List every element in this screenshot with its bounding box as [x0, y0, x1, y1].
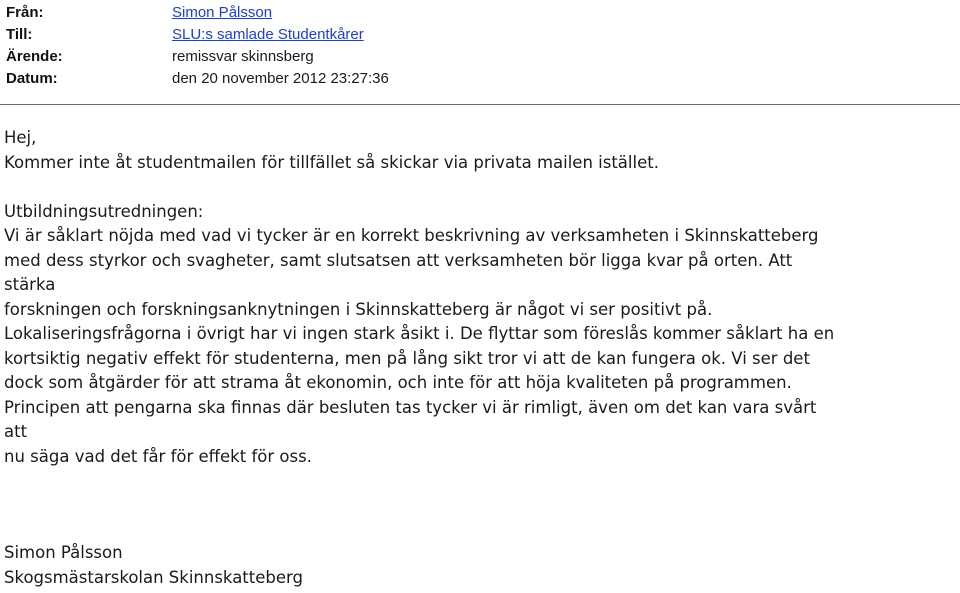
blank-line [4, 175, 958, 200]
header-divider [0, 104, 960, 105]
email-body [4, 126, 958, 469]
to-label: Till: [6, 26, 33, 43]
body-line: dock som åtgärder för att strama åt ekonomin, och inte för att höja kvaliteten på programmen. [4, 373, 792, 392]
email-header [6, 2, 389, 90]
body-line-greeting: Hej, [4, 128, 37, 147]
header-row-to [6, 24, 389, 46]
body-line: stärka [4, 275, 56, 294]
body-line: nu säga vad det får för effekt för oss. [4, 446, 312, 466]
date-value: den 20 november 2012 23:27:36 [172, 70, 389, 87]
header-row-from [6, 2, 389, 24]
from-link[interactable]: Simon Pålsson [172, 4, 273, 21]
body-line: Lokaliseringsfrågorna i övrigt har vi ingen stark åsikt i. De flyttar som föreslås kommer såklart ha en [4, 324, 835, 343]
body-line: kortsiktig negativ effekt för studenterna, men på lång sikt tror vi att de kan fungera ok. Vi ser det [4, 348, 810, 368]
header-row-date [6, 68, 389, 90]
subject-label: Ärende: [6, 48, 63, 65]
subject-value: remissvar skinnsberg [172, 48, 314, 65]
date-label: Datum: [6, 70, 58, 87]
body-line: Kommer inte åt studentmailen för tillfället så skickar via privata mailen istället. [4, 152, 659, 172]
body-line: att [4, 422, 28, 441]
body-line: Principen att pengarna ska finnas där besluten tas tycker vi är rimligt, även om det kan vara svårt [4, 397, 817, 417]
signature-name: Simon Pålsson [4, 543, 123, 562]
signature-organization: Skogsmästarskolan Skinnskatteberg [4, 567, 303, 587]
signature [4, 541, 303, 590]
body-line: med dess styrkor och svagheter, samt slutsatsen att verksamheten bör ligga kvar på orten. Att [4, 250, 793, 270]
header-row-subject [6, 46, 389, 68]
body-line: forskningen och forskningsanknytningen i Skinnskatteberg är något vi ser positivt på. [4, 299, 713, 319]
to-link[interactable]: SLU:s samlade Studentkårer [172, 26, 364, 43]
body-line: Vi är såklart nöjda med vad vi tycker är en korrekt beskrivning av verksamheten i Skinnskatteberg [4, 226, 819, 245]
body-line-section-heading: Utbildningsutredningen: [4, 201, 204, 221]
from-label: Från: [6, 4, 44, 21]
